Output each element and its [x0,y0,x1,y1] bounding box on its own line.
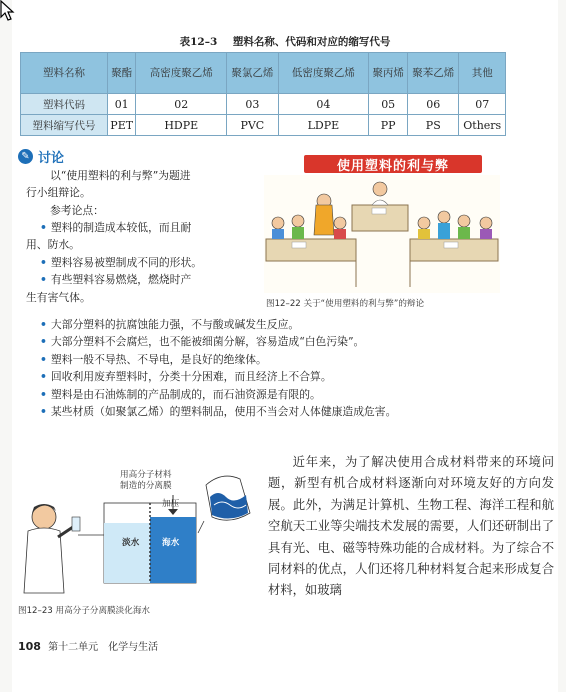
table-cell: 聚苯乙烯 [408,53,459,94]
intro-line: 以“使用塑料的利与弊”为题进 [50,169,191,182]
table-cell: Others [459,115,506,136]
reference-label [50,202,104,219]
table-cell: 05 [369,94,408,115]
table-cell: HDPE [136,115,227,136]
list-item: 生有害气体。 [26,290,91,304]
table-cell: 聚酯 [108,53,136,94]
table-row-codes [21,94,506,115]
membrane-label-line: 制造的分离膜 [120,481,172,491]
intro-line: 行小组辩论。 [26,186,91,199]
main-paragraph: 近年来，为了解决使用合成材料带来的环境问题，新型有机合成材料逐渐向对环境友好的方向发展。此外，为满足计算机、生物工程、海洋工程和航空航天工业等尖端技术发展的需要，人们还研制出了具有光、电、磁等特殊功能的合成材料。为了综合不同材料的优点，人们还将几种材料复合起来形成复合材料，如玻璃 [268,455,554,598]
table-cell: 02 [136,94,227,115]
table-row-names [21,53,506,94]
page-footer [18,638,158,653]
ref-label-text: 参考论点： [50,204,104,217]
page-number: 108 [18,640,41,653]
table-title: 塑料名称、代码和对应的缩写代号 [232,36,391,48]
table-cell: 03 [227,94,278,115]
table-cell: LDPE [278,115,369,136]
table-cell: PVC [227,115,278,136]
sea-water-label: 海水 [162,538,180,548]
row-label-abbrs: 塑料缩写代号 [21,115,108,136]
table-caption [12,34,558,49]
textbook-page [12,0,558,692]
discussion-heading [18,147,64,166]
list-item: • 大部分塑料的抗腐蚀能力强，不与酸或碱发生反应。 [40,318,300,331]
debate-banner: 使用塑料的利与弊 [304,155,482,173]
unit-title: 第十二单元 化学与生活 [48,642,159,653]
figure-23-caption: 图12–23 用高分子分离膜淡化海水 [18,606,151,616]
membrane-label-line: 用高分子材料 [120,470,172,480]
table-cell: 聚氯乙烯 [227,53,278,94]
figure-22-caption: 图12–22 关于“使用塑料的利与弊”的辩论 [266,299,425,309]
discussion-title: 讨论 [38,151,65,166]
list-item: • 某些材质（如聚氯乙烯）的塑料制品，使用不当会对人体健康造成危害。 [40,405,397,419]
table-cell: PS [408,115,459,136]
table-cell: 01 [108,94,136,115]
list-item: 用、防水。 [26,238,80,252]
list-item: • 回收利用废弃塑料时，分类十分困难，而且经济上不合算。 [40,370,332,384]
table-cell: 其他 [459,53,506,94]
table-cell: 高密度聚乙烯 [136,53,227,94]
mouse-cursor-icon [0,0,16,22]
table-cell: 聚丙烯 [369,53,408,94]
table-cell: 07 [459,94,506,115]
list-item: • 塑料是由石油炼制的产品制成的，而石油资源是有限的。 [40,387,321,401]
discussion-icon: ✎ [18,149,33,164]
table-row-abbrs [21,115,506,136]
table-cell: 04 [278,94,369,115]
discussion-intro-cont [26,184,91,201]
fresh-water-label: 淡水 [122,538,140,548]
table-cell: PP [369,115,408,136]
list-item: • 塑料一般不导热、不导电，是良好的绝缘体。 [40,352,267,366]
pressure-label: 加压 [162,499,180,509]
list-item: • 有些塑料容易燃烧，燃烧时产 [40,273,192,287]
table-cell: 06 [408,94,459,115]
plastic-codes-table [20,52,506,136]
membrane-label [120,470,172,492]
row-label-codes: 塑料代码 [21,94,108,115]
debate-illustration [264,175,500,293]
discussion-intro [50,167,191,184]
list-item: • 大部分塑料不会腐烂，也不能被细菌分解，容易造成“白色污染”。 [40,335,365,349]
list-item: • 塑料容易被塑制成不同的形状。 [40,255,203,269]
argument-list-long [40,316,540,420]
row-label-names: 塑料名称 [21,53,108,94]
table-cell: PET [108,115,136,136]
list-item: • 塑料的制造成本较低，而且耐 [40,221,192,234]
table-cell: 低密度聚乙烯 [278,53,369,94]
argument-list-short [26,219,270,306]
table-number: 表12–3 [179,36,218,48]
